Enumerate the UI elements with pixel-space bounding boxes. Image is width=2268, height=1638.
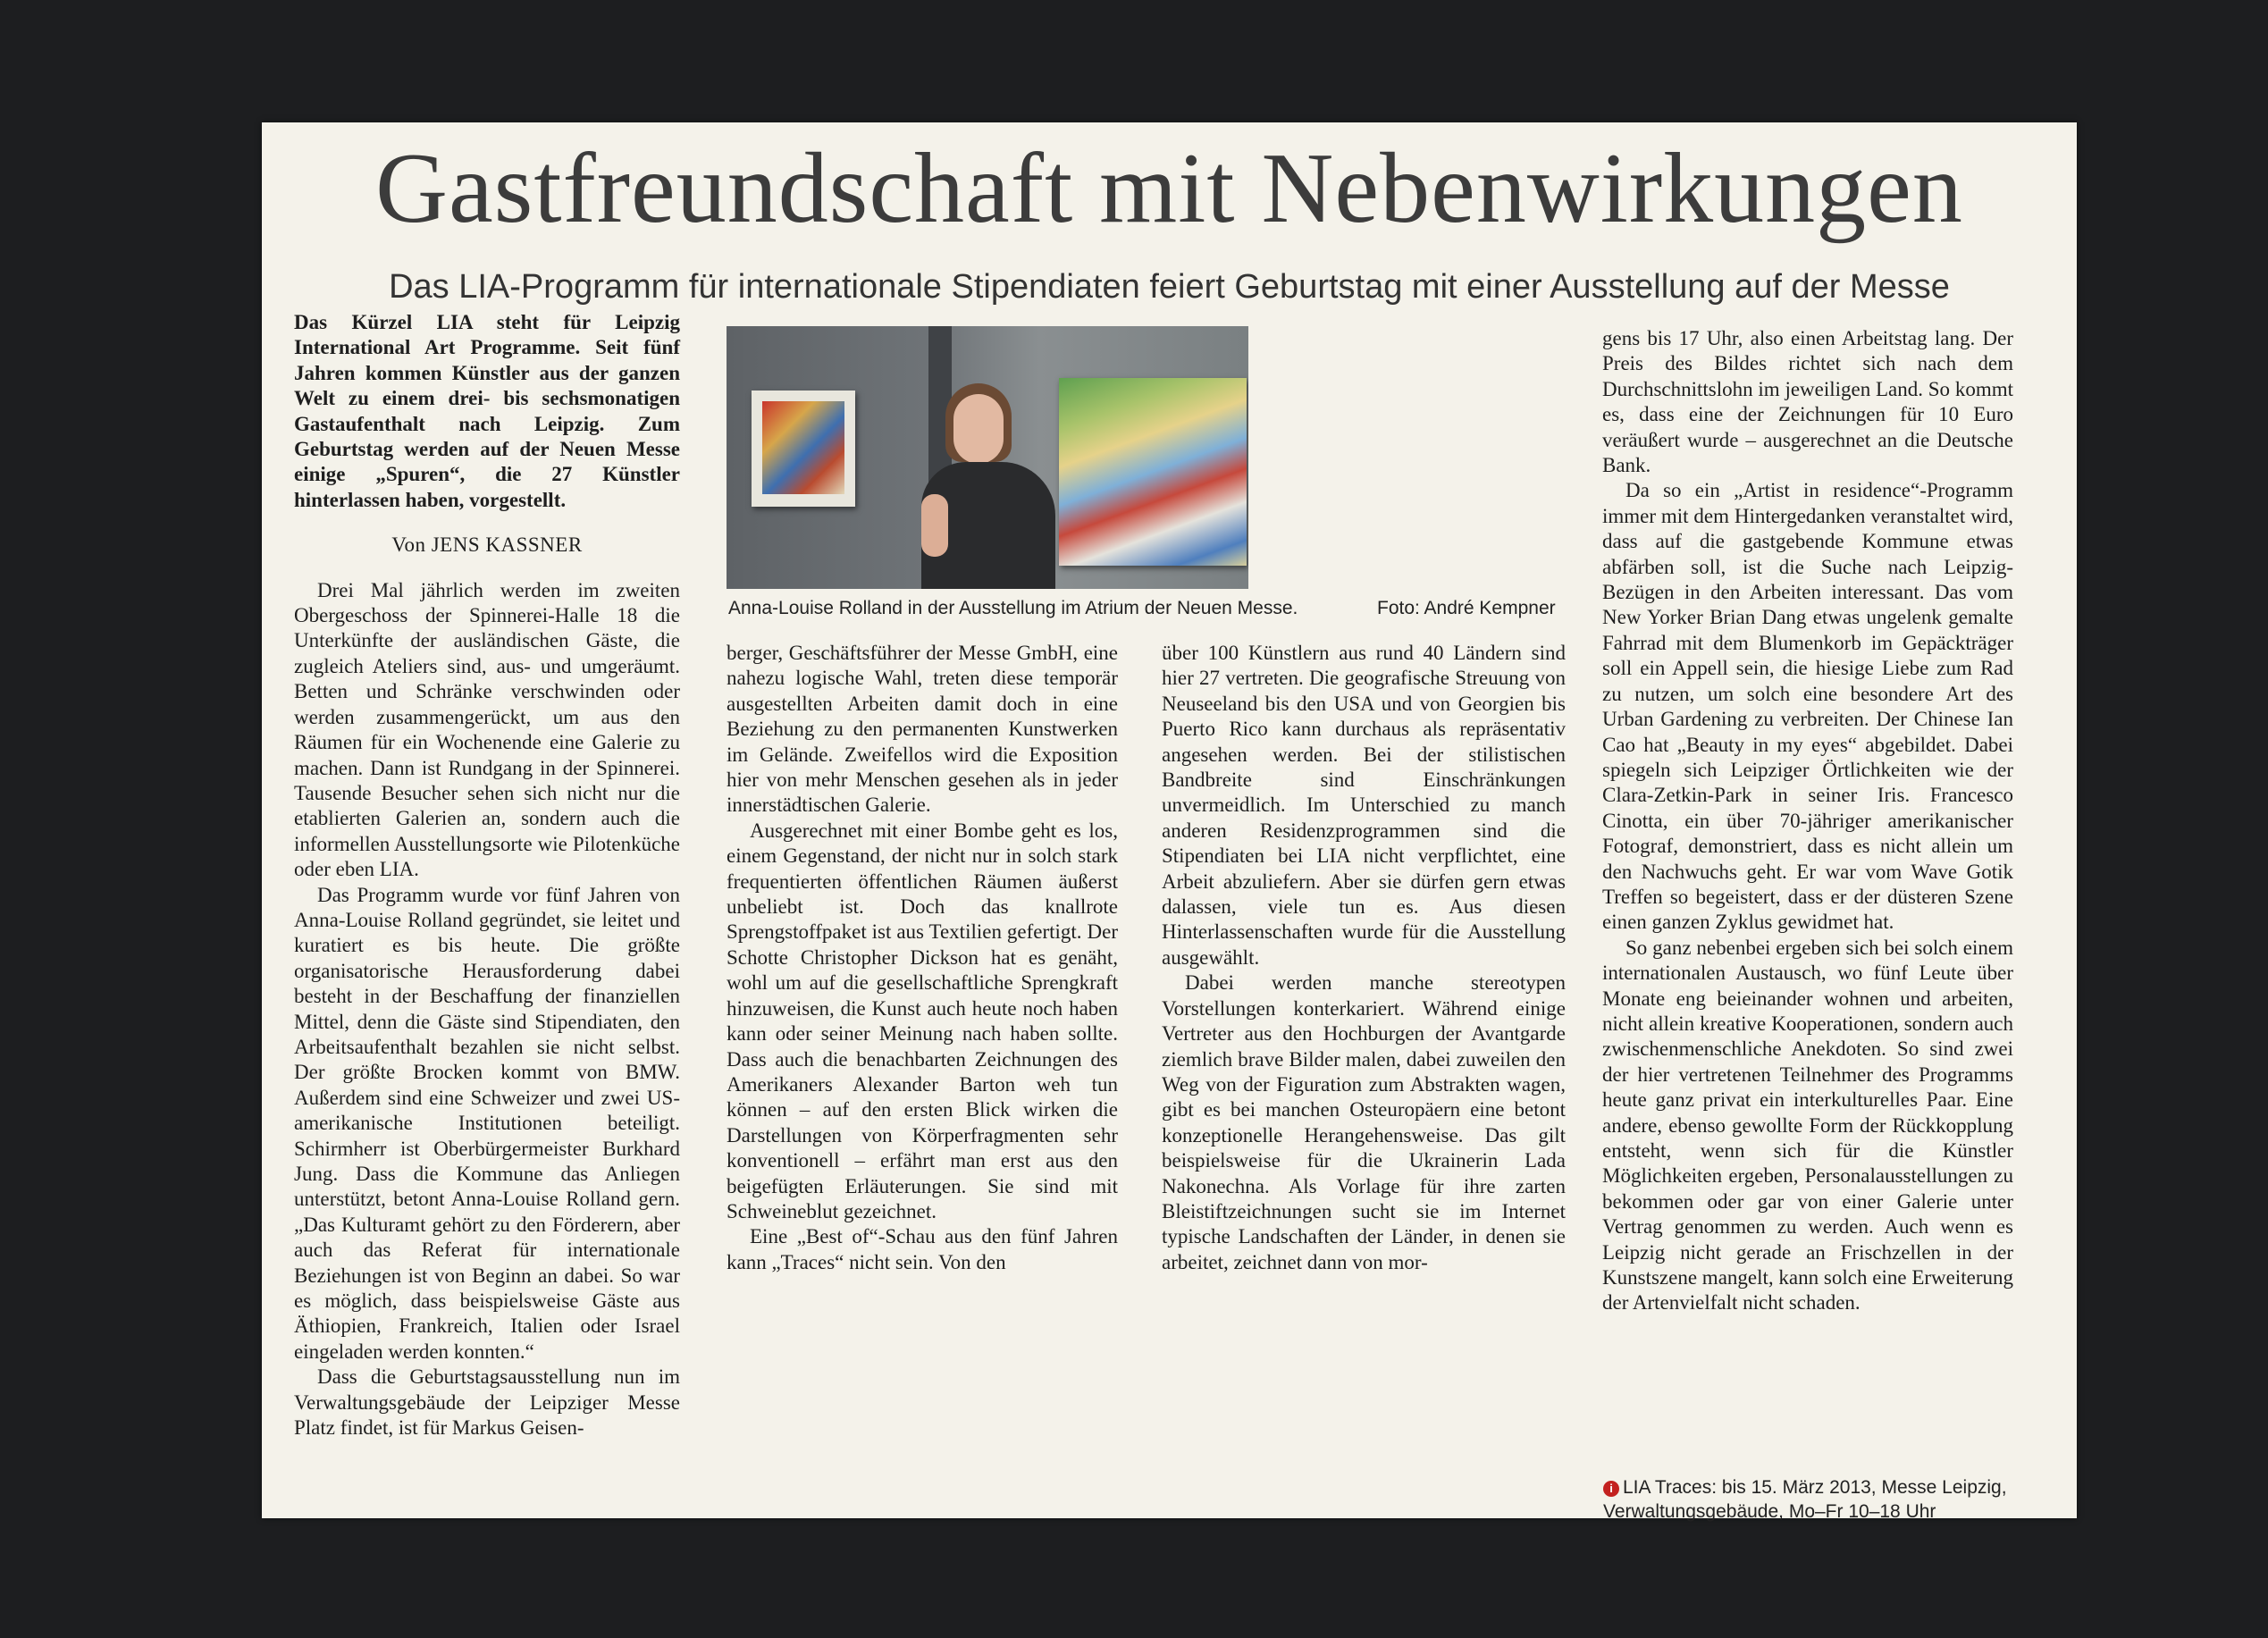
byline: Von JENS KASSNER bbox=[391, 533, 583, 557]
paragraph: Dabei werden manche stereotypen Vorstellungen konterkariert. Während einige Vertreter aus den Hochburgen der Avantgarde ziemlich brave Bilder malen, dabei zuweilen den Weg von der Figuration zum Abstrakten wagen, gibt es bei manchen Osteuropäern eine betont konzeptionelle Herangehensweise. Das gilt beispielsweise für die Ukrainerin Lada Nakonechna. Als Vorlage für ihre zarten Bleistiftzeichnungen sucht sie im Internet typische Landschaften der Länder, in denen sie arbeitet, zeichnet dann von mor- bbox=[1162, 971, 1566, 1273]
paragraph: Da so ein „Artist in residence“-Programm immer mit dem Hintergedanken veranstaltet wird, dass auf die gastgebende Kommune etwas abfärben soll, ist die Suche nach Leipzig-Bezügen in den Arbeiten interessant. Das vom New Yorker Brian Dang etwas ungelenk gemalte Fahrrad mit dem Blumenkorb im Gepäckträger soll ein Appell sein, die hiesige Liebe zum Rad zu nutzen, um solch eine besondere Art des Urban Gardening zu verbreiten. Der Chinese Ian Cao hat „Beauty in my eyes“ abgebildet. Dabei spiegeln sich Leipziger Örtlichkeiten wie der Clara-Zetkin-Park in seiner Iris. Francesco Cinotta, ein über 70-jähriger amerikanischer Fotograf, demonstriert, dass es nicht allein um den Nachwuchs geht. Er war vom Wave Gotik Treffen so begeistert, dass er der düsteren Szene einen ganzen Zyklus gewidmet hat. bbox=[1602, 479, 2013, 934]
subheadline: Das LIA-Programm für internationale Stipendiaten feiert Geburtstag mit einer Ausstellung auf der Messe bbox=[389, 268, 1950, 306]
event-info bbox=[1603, 1475, 2050, 1524]
column-4 bbox=[1602, 326, 2013, 1316]
headline: Gastfreundschaft mit Nebenwirkungen bbox=[375, 133, 1963, 244]
paragraph: So ganz nebenbei ergeben sich bei solch einem internationalen Austausch, wo fünf Leute über Monate eng beieinander wohnen und arbeiten, nicht allein kreative Kooperationen, sondern auch zwischenmenschliche Anekdoten. So sind zwei der hier vertretenen Teilnehmer des Programms heute ganz privat ein interkulturelles Paar. Eine andere, ebenso gewollte Form der Rückkopplung entsteht, wenn sich für die Künstler Möglichkeiten ergeben, Personalausstellungen zu bekommen oder gar von einer Galerie unter Vertrag genommen zu werden. Auch wenn es Leipzig nicht gerade an Frischzellen in der Kunstszene mangelt, kann solch eine Erweiterung der Artenvielfalt nicht schaden. bbox=[1602, 936, 2013, 1315]
column-3 bbox=[1162, 641, 1566, 1275]
photo-caption: Anna-Louise Rolland in der Ausstellung im Atrium der Neuen Messe. bbox=[728, 598, 1298, 618]
artwork-frame bbox=[752, 391, 855, 507]
paragraph: Ausgerechnet mit einer Bombe geht es los, einem Gegenstand, der nicht nur in solch stark frequentierten öffentlichen Räumen äußerst unbeliebt ist. Doch das knallrote Sprengstoffpaket ist aus Textilien gefertigt. Der Schotte Christopher Dickson hat es genäht, wohl um auf die gesellschaftliche Sprengkraft hinzuweisen, die Kunst auch heute noch haben kann oder seiner Meinung nach haben sollte. Dass auch die benachbarten Zeichnungen des Amerikaners Alexander Barton weh tun können – auf den ersten Blick wirken die Darstellungen von Körperfragmenten sehr konventionell – erfährt man erst aus den beigefügten Erläuterungen. Sie sind mit Schweineblut gezeichnet. bbox=[727, 819, 1118, 1222]
column-1 bbox=[294, 310, 680, 1441]
paragraph: Dass die Geburtstagsausstellung nun im Verwaltungsgebäude der Leipziger Messe Platz findet, ist für Markus Geisen- bbox=[294, 1365, 680, 1440]
paragraph: Drei Mal jährlich werden im zweiten Obergeschoss der Spinnerei-Halle 18 die Unterkünfte der ausländischen Gäste, die zugleich Ateliers sind, aus- und umgeräumt. Betten und Schränke verschwinden oder werden zusammengerückt, um aus den Räumen für ein Wochenende eine Galerie zu machen. Dann ist Rundgang in der Spinnerei. Tausende Besucher sehen sich nicht nur die etablierten Galerien an, sondern auch die informellen Ausstellungsorte wie Pilotenküche oder eben LIA. bbox=[294, 578, 680, 881]
column-2 bbox=[727, 641, 1118, 1275]
info-icon: i bbox=[1603, 1481, 1619, 1497]
paragraph: über 100 Künstlern aus rund 40 Ländern sind hier 27 vertreten. Die geografische Streuung von Neuseeland bis den USA und von Georgien bis Puerto Rico kann durchaus als repräsentativ angesehen werden. Bei der stilistischen Bandbreite sind Einschränkungen unvermeidlich. Im Unterschied zu manch anderen Residenzprogrammen sind die Stipendiaten bei LIA nicht verpflichtet, eine Arbeit abzuliefern. Aber sie dürfen gern etwas dalassen, viele tun es. Aus diesen Hinterlassenschaften wurde für die Ausstellung ausgewählt. bbox=[1162, 642, 1566, 969]
paragraph: berger, Geschäftsführer der Messe GmbH, eine nahezu logische Wahl, treten diese temporär ausgestellten Arbeiten damit doch in eine Beziehung zu den permanenten Kunstwerken im Gelände. Zweifellos wird die Exposition hier von mehr Menschen gesehen als in jeder innerstädtischen Galerie. bbox=[727, 642, 1118, 817]
event-info-text: LIA Traces: bis 15. März 2013, Messe Leipzig, Verwaltungsgebäude, Mo–Fr 10–18 Uhr bbox=[1603, 1477, 2007, 1522]
paragraph: gens bis 17 Uhr, also einen Arbeitstag lang. Der Preis des Bildes richtet sich nach dem Durchschnittslohn im jeweiligen Land. So kommt es, dass eine der Zeichnungen für 10 Euro veräußert wurde – ausgerechnet an die Deutsche Bank. bbox=[1602, 327, 2013, 477]
newspaper-clipping bbox=[262, 122, 2077, 1522]
photo-credit: Foto: André Kempner bbox=[1377, 598, 1556, 618]
paragraph: Das Programm wurde vor fünf Jahren von Anna-Louise Rolland gegründet, sie leitet und kuratiert es bis heute. Die größte organisatorische Herausforderung dabei besteht in der Beschaffung der finanziellen Mittel, denn die Gäste sind Stipendiaten, den Arbeitsaufenthalt bezahlen sie nicht selbst. Der größte Brocken kommt von BMW. Außerdem sind eine Schweizer und zwei US-amerikanische Institutionen beteiligt. Schirmherr ist Oberbürgermeister Burkhard Jung. Dass die Kommune das Anliegen unterstützt, betont Anna-Louise Rolland gern. „Das Kulturamt gehört zu den Förderern, aber auch das Referat für internationale Beziehungen ist von Beginn an dabei. So war es möglich, dass beispielsweise Gäste aus Äthiopien, Frankreich, Italien oder Israel eingeladen werden konnten.“ bbox=[294, 883, 680, 1363]
artwork-painting bbox=[1059, 378, 1247, 566]
article-photo bbox=[727, 326, 1248, 589]
lede: Das Kürzel LIA steht für Leipzig International Art Programme. Seit fünf Jahren kommen Künstler aus der ganzen Welt zu einem drei- bis sechsmonatigen Gastaufenthalt nach Leipzig. Zum Geburtstag werden auf der Neuen Messe einige „Spuren“, die 27 Künstler hinterlassen haben, vorgestellt. bbox=[294, 311, 680, 511]
paragraph: Eine „Best of“-Schau aus den fünf Jahren kann „Traces“ nicht sein. Von den bbox=[727, 1225, 1118, 1273]
